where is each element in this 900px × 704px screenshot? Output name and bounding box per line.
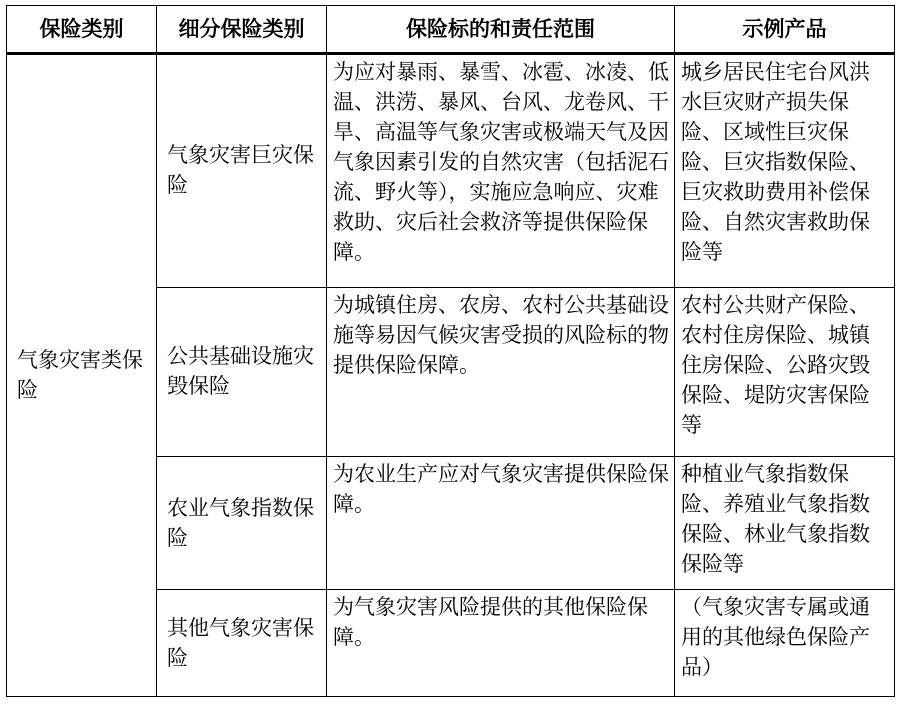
- table-row: [7, 54, 895, 288]
- products-cell: 城乡居民住宅台风洪水巨灾财产损失保险、区域性巨灾保险、巨灾指数保险、巨灾救助费用补偿保险、自然灾害救助保险等: [675, 54, 895, 288]
- products-cell: 种植业气象指数保险、养殖业气象指数保险、林业气象指数保险等: [675, 457, 895, 590]
- subcategory-cell: 其他气象灾害保险: [157, 590, 327, 697]
- header-scope: 保险标的和责任范围: [327, 6, 675, 54]
- header-subcategory: 细分保险类别: [157, 6, 327, 54]
- subcategory-cell: 公共基础设施灾毁保险: [157, 287, 327, 456]
- category-cell: 气象灾害类保险: [7, 54, 157, 697]
- insurance-table: [6, 5, 895, 697]
- scope-cell: 为应对暴雨、暴雪、冰雹、冰凌、低温、洪涝、暴风、台风、龙卷风、干旱、高温等气象灾害或极端天气及因气象因素引发的自然灾害（包括泥石流、野火等），实施应急响应、灾难救助、灾后社会救济等提供保险保障。: [327, 54, 675, 288]
- products-cell: 农村公共财产保险、农村住房保险、城镇住房保险、公路灾毁保险、堤防灾害保险等: [675, 287, 895, 456]
- scope-cell: 为城镇住房、农房、农村公共基础设施等易因气候灾害受损的风险标的物提供保险保障。: [327, 287, 675, 456]
- header-category: 保险类别: [7, 6, 157, 54]
- subcategory-cell: 气象灾害巨灾保险: [157, 54, 327, 288]
- header-row: [7, 6, 895, 54]
- subcategory-cell: 农业气象指数保险: [157, 457, 327, 590]
- products-cell: （气象灾害专属或通用的其他绿色保险产品）: [675, 590, 895, 697]
- scope-cell: 为农业生产应对气象灾害提供保险保障。: [327, 457, 675, 590]
- header-products: 示例产品: [675, 6, 895, 54]
- scope-cell: 为气象灾害风险提供的其他保险保障。: [327, 590, 675, 697]
